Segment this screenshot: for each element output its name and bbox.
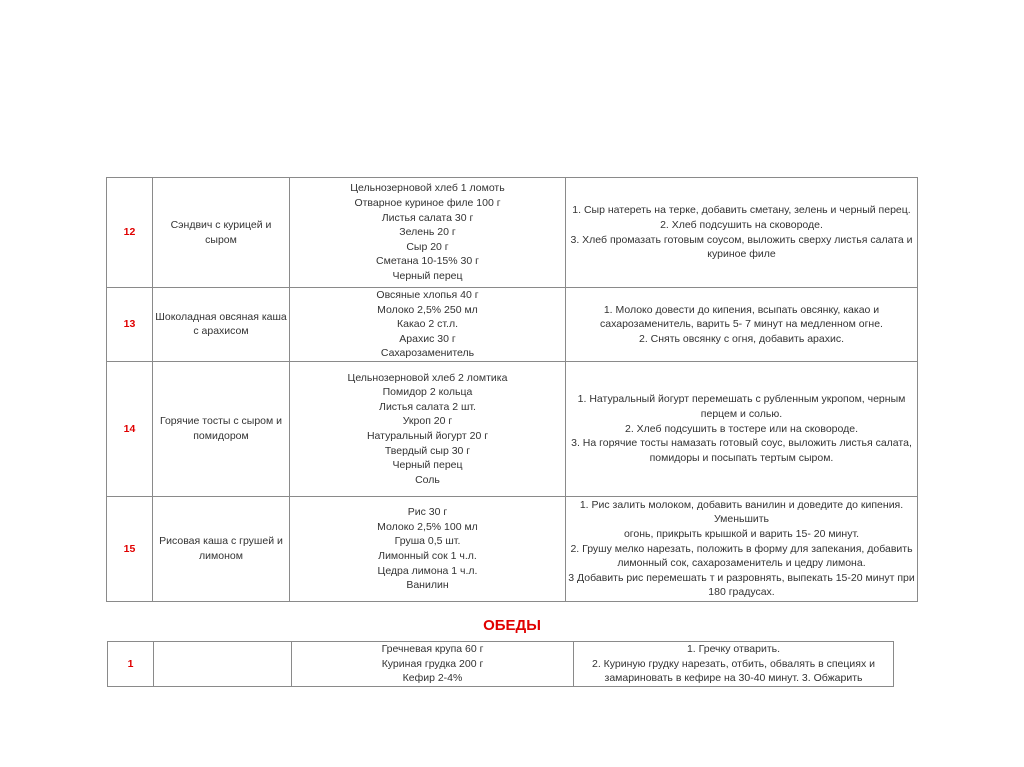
dish-name: Рисовая каша с грушей и лимоном	[153, 496, 290, 601]
step: 3. На горячие тосты намазать готовый соус, выложить листья салата, помидоры и посыпать тертым сыром.	[571, 437, 912, 464]
row-number: 1	[108, 642, 154, 687]
ingredient: Овсяные хлопья 40 г	[376, 289, 479, 301]
steps-cell	[566, 288, 918, 362]
ingredients-cell	[290, 178, 566, 288]
steps-cell	[566, 496, 918, 601]
steps-cell	[574, 642, 894, 687]
step: 1. Молоко довести до кипения, всыпать овсянку, какао и сахарозаменитель, варить 5- 7 минут на медленном огне.	[600, 303, 883, 331]
ingredient: Сахарозаменитель	[380, 347, 475, 360]
ingredient: Куриная грудка 200 г	[381, 657, 484, 670]
ingredient: Черный перец	[392, 269, 463, 282]
step: 3 Добавить рис перемешать т и разровнять, выпекать 15-20 минут при 180 градусах.	[568, 571, 915, 599]
lunch-table	[107, 641, 894, 687]
ingredient: Гречневая крупа 60 г	[381, 643, 484, 656]
table-row	[107, 178, 918, 288]
ingredient: Молоко 2,5% 100 мл	[377, 520, 478, 533]
ingredient: Кефир 2-4%	[402, 672, 463, 685]
step: 1. Рис залить молоком, добавить ванилин и доведите до кипения. Уменьшить	[579, 498, 904, 526]
ingredient: Твердый сыр 30 г	[384, 444, 471, 457]
ingredient: Цедра лимона 1 ч.л.	[377, 564, 478, 577]
step: 1. Сыр натереть на терке, добавить сметану, зелень и черный перец.	[572, 204, 911, 217]
steps-cell	[566, 178, 918, 288]
step: 2. Хлеб подсушить в тостере или на сковороде.	[624, 422, 859, 435]
ingredient: Цельнозерновой хлеб 2 ломтика	[347, 371, 508, 384]
ingredient: Листья салата 30 г	[381, 211, 474, 224]
section-title-lunches: ОБЕДЫ	[483, 617, 541, 634]
step: 2. Снять овсянку с огня, добавить арахис.	[638, 332, 845, 345]
step: 2. Хлеб подсушить на сковороде.	[660, 218, 823, 231]
dish-name: Сэндвич с курицей и сыром	[153, 178, 290, 288]
ingredient: Сметана 10-15% 30 г	[376, 255, 479, 268]
dish-name	[154, 642, 292, 687]
ingredient: Помидор 2 кольца	[382, 386, 473, 399]
ingredient: Сыр 20 г	[406, 240, 449, 253]
steps-cell	[566, 361, 918, 496]
row-number: 14	[107, 361, 153, 496]
table-row	[107, 288, 918, 362]
step: огонь, прикрыть крышкой и варить 15- 20 минут.	[623, 528, 860, 541]
ingredient: Укроп 20 г	[402, 415, 453, 428]
ingredient: Рис 30 г	[407, 506, 448, 519]
dish-name: Шоколадная овсяная каша с арахисом	[153, 288, 290, 362]
ingredient: Ванилин	[406, 579, 449, 592]
ingredient: Груша 0,5 шт.	[394, 535, 461, 548]
ingredients-cell	[292, 642, 574, 687]
table-row	[107, 496, 918, 601]
row-number: 15	[107, 496, 153, 601]
step: 1. Гречку отварить.	[686, 643, 781, 656]
step: 2. Куриную грудку нарезать, отбить, обвалять в специях и замариновать в кефире на 30-40 минут. 3. Обжарить	[592, 657, 875, 685]
ingredient: Зелень 20 г	[399, 226, 456, 239]
ingredient: Натуральный йогурт 20 г	[366, 429, 489, 442]
ingredient: Соль	[415, 473, 440, 486]
ingredients-cell	[290, 361, 566, 496]
step: 3. Хлеб промазать готовым соусом, выложить сверху листья салата и куриное филе	[570, 233, 913, 261]
table-row	[108, 642, 894, 687]
breakfast-table	[106, 177, 918, 602]
ingredient: Молоко 2,5% 250 мл	[377, 303, 478, 316]
ingredient: Цельнозерновой хлеб 1 ломоть	[350, 182, 505, 195]
step: 2. Грушу мелко нарезать, положить в форму для запекания, добавить лимонный сок, сахарозаменитель и цедру лимона.	[570, 542, 913, 570]
row-number: 13	[107, 288, 153, 362]
ingredient: Листья салата 2 шт.	[379, 400, 476, 413]
ingredient: Какао 2 ст.л.	[397, 318, 458, 331]
ingredient: Отварное куриное филе 100 г	[354, 197, 501, 210]
ingredient: Лимонный сок 1 ч.л.	[378, 549, 477, 562]
ingredient: Арахис 30 г	[399, 332, 456, 345]
ingredients-cell	[290, 496, 566, 601]
step: 1. Натуральный йогурт перемешать с рубленным укропом, черным перцем и солью.	[577, 393, 906, 421]
ingredient: Черный перец	[392, 459, 463, 472]
ingredients-cell	[290, 288, 566, 362]
table-row	[107, 361, 918, 496]
row-number: 12	[107, 178, 153, 288]
dish-name: Горячие тосты с сыром и помидором	[153, 361, 290, 496]
